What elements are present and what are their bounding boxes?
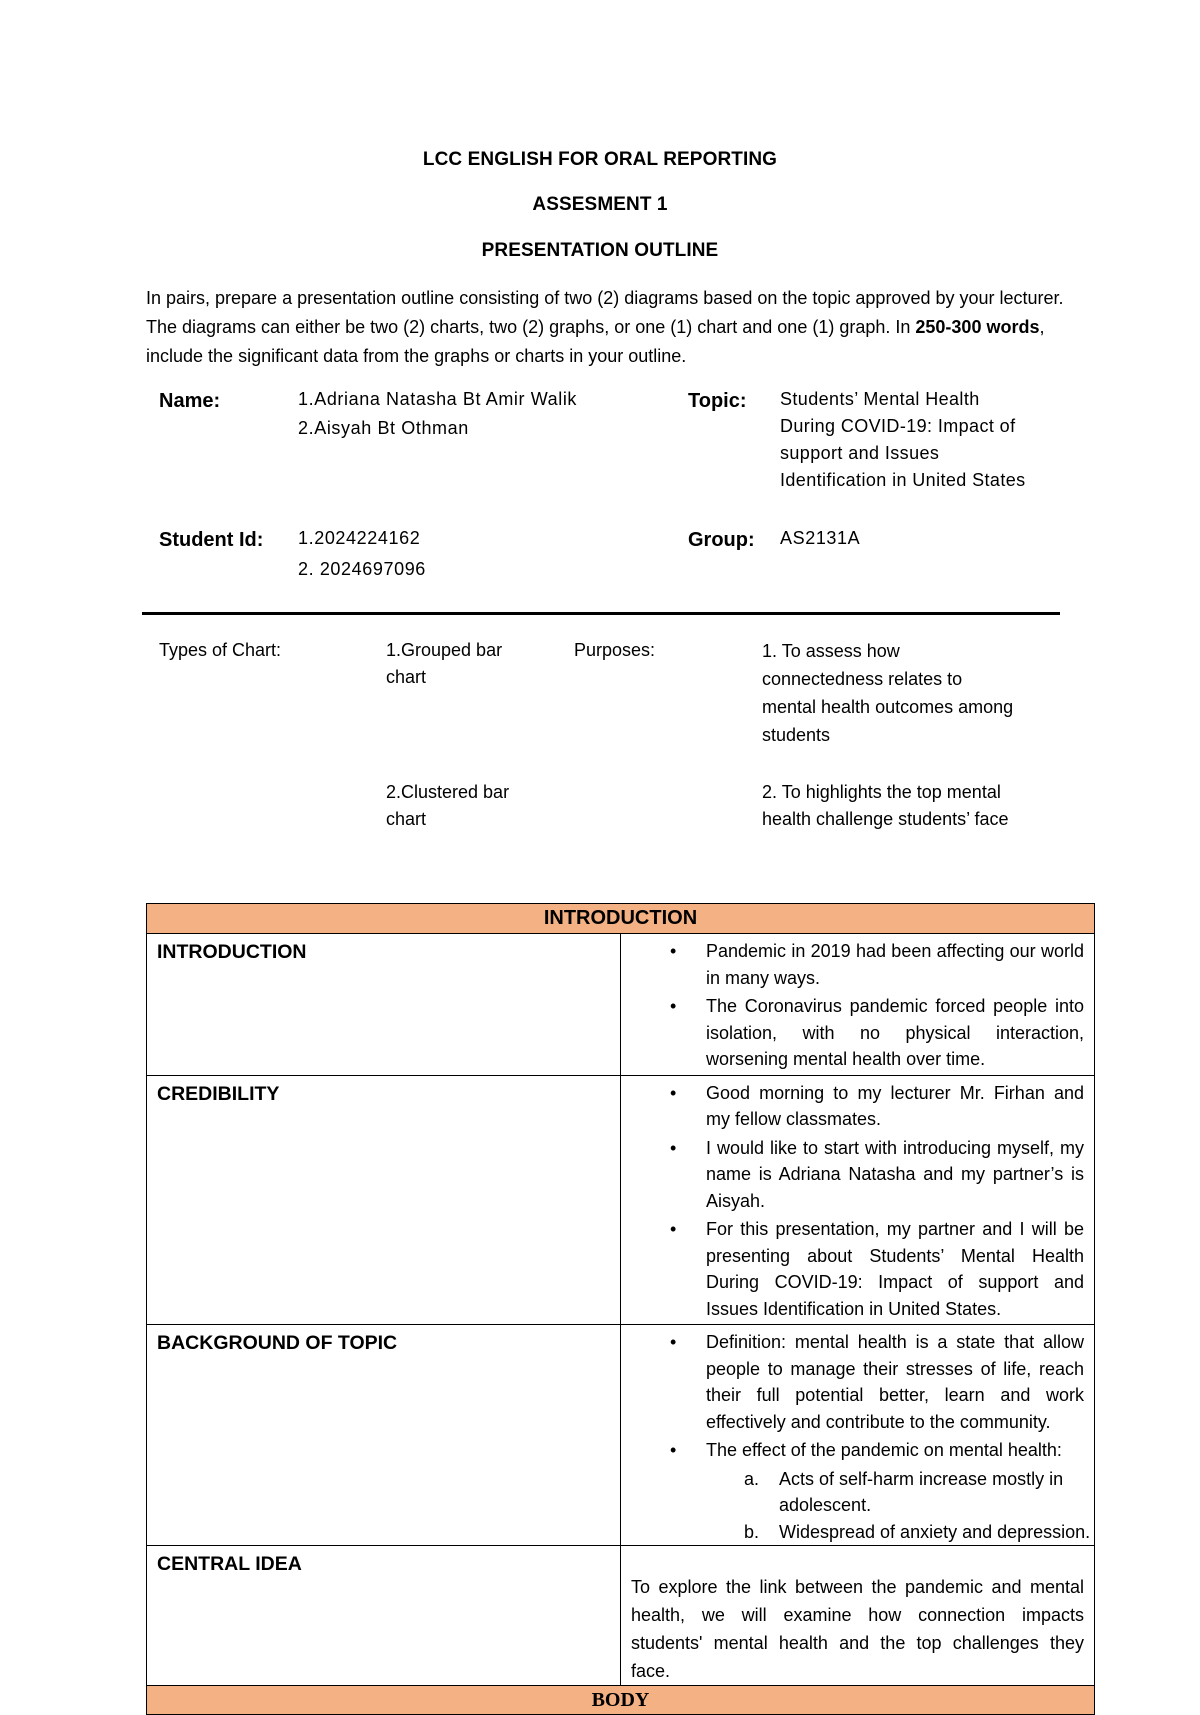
list-item: • Definition: mental health is a state that allow people to manage their stresses of life, reach their full potential better, learn and work effectively and contribute to the community. <box>621 1329 1084 1435</box>
sub-text: Widespread of anxiety and depression. <box>779 1521 1091 1542</box>
purpose-1 <box>762 637 1013 749</box>
introduction-section-header: INTRODUCTION <box>147 904 1095 934</box>
chart-type-line: chart <box>386 667 427 687</box>
group-value: AS2131A <box>780 528 861 548</box>
row-label-cell <box>147 1546 621 1686</box>
purpose-line: 2. To highlights the top mental <box>762 782 1001 802</box>
chart-type-1 <box>386 637 502 691</box>
purpose-2 <box>762 779 1009 833</box>
list-item: • Good morning to my lecturer Mr. Firhan and my fellow classmates. <box>621 1080 1084 1133</box>
list-item: • I would like to start with introducing myself, my name is Adriana Natasha and my partner’s is Aisyah. <box>621 1135 1084 1215</box>
row-label-cell <box>147 1075 621 1325</box>
effects-sublist <box>621 1466 1094 1546</box>
group-label: Group: <box>688 529 755 551</box>
list-item: • Pandemic in 2019 had been affecting our world in many ways. <box>621 938 1084 991</box>
instructions-word-count: 250-300 words <box>915 317 1040 337</box>
topic-line: Students’ Mental Health <box>780 389 980 409</box>
section-divider <box>142 612 1060 615</box>
sub-text: Acts of self-harm increase mostly in adolescent. <box>779 1468 1064 1515</box>
introduction-bullets <box>621 938 1094 1073</box>
name-label: Name: <box>159 390 221 412</box>
topic-line: support and Issues <box>780 443 940 463</box>
background-label: BACKGROUND OF TOPIC <box>157 1332 398 1354</box>
outline-table <box>146 903 1095 1715</box>
purpose-line: mental health outcomes among <box>762 697 1014 717</box>
credibility-label: CREDIBILITY <box>157 1082 280 1105</box>
row-content-cell <box>621 1546 1095 1686</box>
central-idea-label: CENTRAL IDEA <box>157 1553 302 1575</box>
course-title: LCC ENGLISH FOR ORAL REPORTING <box>422 149 778 170</box>
purpose-line: connectedness relates to <box>762 669 963 689</box>
row-label-cell <box>147 1325 621 1546</box>
instructions-text-1: In pairs, prepare a presentation outline consisting of two (2) diagrams based on the topic approved by your lecturer. The diagrams can either be two (2) charts, two (2) graphs, or one (1) chart and one (1) graph. In <box>146 288 1064 337</box>
assessment-title: ASSESMENT 1 <box>532 194 668 215</box>
row-label-cell <box>147 934 621 1076</box>
list-item: • For this presentation, my partner and I will be presenting about Students’ Mental Health During COVID-19: Impact of support and Issues Identification in United States. <box>621 1216 1084 1322</box>
list-item: • The Coronavirus pandemic forced people into isolation, with no physical interaction, worsening mental health over time. <box>621 993 1084 1073</box>
sub-list-item <box>621 1466 1094 1519</box>
purpose-line: students <box>762 725 831 745</box>
introduction-label: INTRODUCTION <box>157 941 307 963</box>
instructions-text-2: , include the significant data from the graphs or charts in your outline. <box>146 317 1045 366</box>
row-content-cell <box>621 1075 1095 1325</box>
topic-text <box>780 386 1026 494</box>
topic-label: Topic: <box>688 390 747 412</box>
table-row <box>147 1546 1095 1686</box>
chart-types-label: Types of Chart: <box>159 640 282 660</box>
document-title: PRESENTATION OUTLINE <box>481 240 719 261</box>
row-content-cell <box>621 934 1095 1076</box>
background-bullets <box>621 1329 1094 1464</box>
student-id-2: 2. 2024697096 <box>298 559 426 579</box>
student-name-2: 2.Aisyah Bt Othman <box>298 418 469 438</box>
table-row <box>147 1325 1095 1546</box>
chart-type-line: 2.Clustered bar <box>386 782 510 802</box>
table-row <box>147 1075 1095 1325</box>
topic-line: Identification in United States <box>780 470 1026 490</box>
body-section-header: BODY <box>147 1686 1095 1715</box>
list-item: • The effect of the pandemic on mental health: <box>621 1437 1084 1464</box>
student-id-1: 1.2024224162 <box>298 528 421 548</box>
topic-line: During COVID-19: Impact of <box>780 416 1016 436</box>
table-row <box>147 934 1095 1076</box>
central-idea-text: To explore the link between the pandemic and mental health, we will examine how connection impacts students' mental health and the top challenges they face. <box>631 1577 1084 1681</box>
purposes-label: Purposes: <box>574 640 656 660</box>
instructions-paragraph <box>146 284 1066 371</box>
credibility-bullets <box>621 1080 1094 1323</box>
chart-type-line: 1.Grouped bar <box>386 640 503 660</box>
sub-letter: b. <box>744 1521 760 1542</box>
sub-list-item <box>621 1519 1094 1546</box>
sub-letter: a. <box>744 1468 760 1489</box>
student-name-1: 1.Adriana Natasha Bt Amir Walik <box>298 389 578 409</box>
chart-type-line: chart <box>386 809 427 829</box>
chart-type-2 <box>386 779 509 833</box>
row-content-cell <box>621 1325 1095 1546</box>
student-id-label: Student Id: <box>159 529 264 551</box>
purpose-line: 1. To assess how <box>762 641 900 661</box>
purpose-line: health challenge students’ face <box>762 809 1009 829</box>
